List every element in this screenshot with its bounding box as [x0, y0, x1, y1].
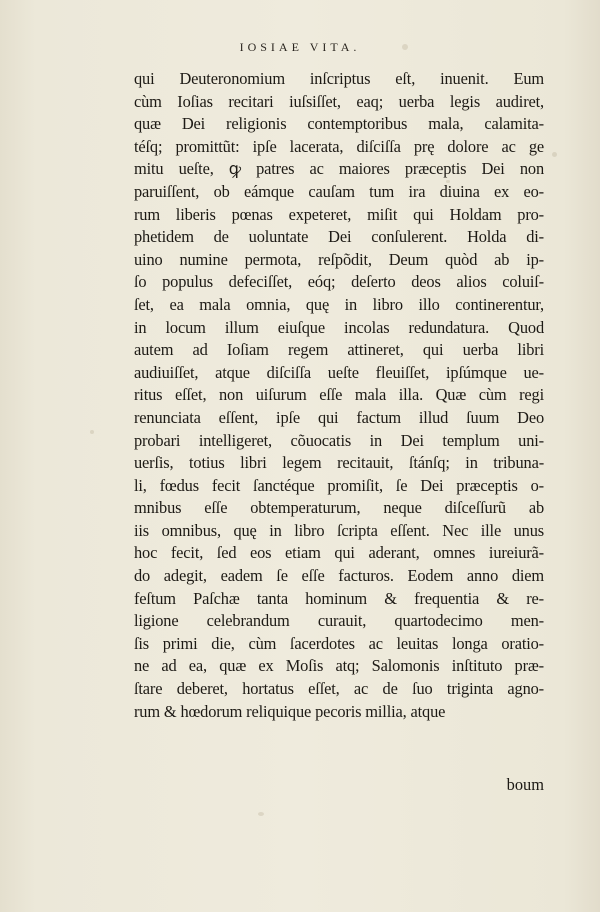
- text-line: téſq; promittũt: ipſe lacerata, diſciſſa prę dolore ac ge: [134, 136, 544, 156]
- text-line: cùm Ioſias recitari iuſsiſſet, eaq; uerba legis audiret,: [134, 91, 544, 111]
- text-line: qui Deuteronomium inſcriptus eſt, inuenit. Eum: [134, 69, 544, 88]
- text-line: autem ad Ioſiam regem attineret, qui uerba libri: [134, 340, 544, 360]
- foxing-spot: [258, 812, 264, 816]
- body-text: [134, 68, 544, 723]
- text-line: paruiſſent, ob eámque cauſam tum ira diuina ex eo-: [134, 181, 544, 201]
- text-line: in locum illum eiuſque incolas redundatura. Quod: [134, 317, 544, 337]
- text-line: hoc fecit, ſed eos etiam qui aderant, omnes iureiurã-: [134, 543, 544, 563]
- text-line: audiuiſſet, atque diſciſſa ueſte fleuiſſet, ipſúmque ue-: [134, 362, 544, 382]
- text-line: probari intelligeret, cõuocatis in Dei templum uni-: [134, 430, 544, 450]
- catchword: boum: [506, 775, 544, 794]
- text-line: feſtum Paſchæ tanta hominum & frequentia & re-: [134, 588, 544, 608]
- text-line: phetidem de uoluntate Dei conſulerent. Holda di-: [134, 227, 544, 247]
- text-line: rum liberis pœnas expeteret, miſit qui Holdam pro-: [134, 204, 544, 224]
- foxing-spot: [90, 430, 94, 434]
- text-line: ſis primi die, cùm ſacerdotes ac leuitas longa oratio-: [134, 633, 544, 653]
- text-line: rum & hœdorum reliquique pecoris millia, atque: [134, 701, 446, 721]
- text-line: ſtare deberet, hortatus eſſet, ac de ſuo triginta agno-: [134, 679, 544, 699]
- text-line: ligione celebrandum curauit, quartodecimo men-: [134, 611, 544, 631]
- text-line: ſet, ea mala omnia, quę in libro illo continerentur,: [134, 294, 544, 314]
- running-title: IOSIAE VITA.: [239, 40, 361, 54]
- text-line: uino numine permota, reſpõdit, Deum quòd ab ip-: [134, 249, 544, 269]
- text-line: mitu ueſte, ꝙ patres ac maiores præceptis Dei non: [134, 159, 544, 179]
- text-line: mnibus eſſe obtemperaturum, neque diſceſſurũ ab: [134, 498, 544, 518]
- text-line: ſo populus defeciſſet, eóq; deſerto deos alios coluiſ-: [134, 272, 544, 292]
- foxing-spot: [552, 152, 557, 157]
- text-line: renunciata eſſent, ipſe qui factum illud ſuum Deo: [134, 407, 544, 427]
- text-line: quæ Dei religionis contemptoribus mala, calamita-: [134, 114, 544, 134]
- text-line: li, fœdus fecit ſanctéque promiſit, ſe Dei præceptis o-: [134, 475, 544, 495]
- text-line: ne ad ea, quæ ex Moſis atq; Salomonis inſtituto præ-: [134, 656, 544, 676]
- text-line: ritus eſſet, non uiſurum eſſe mala illa. Quæ cùm regi: [134, 385, 544, 405]
- text-line: iis omnibus, quę in libro ſcripta eſſent. Nec ille unus: [134, 520, 544, 540]
- text-line: uerſis, totius libri legem recitauit, ſtánſq; in tribuna-: [134, 453, 544, 473]
- text-line: do adegit, eadem ſe eſſe facturos. Eodem anno diem: [134, 566, 544, 586]
